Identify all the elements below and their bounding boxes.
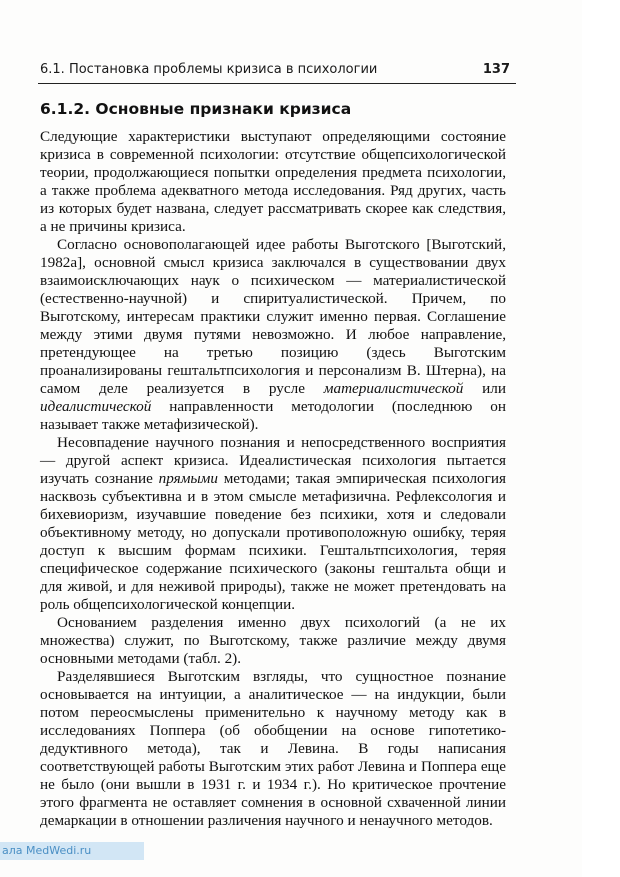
text-run: методами; такая эмпирическая психология насквозь субъективна и в этом смысле метафизична. Рефлексология и бихевиоризм, изучавшие поведение без психики, хотя и следовали объективному методу, но допускали противоположную ошибку, теряя доступ к высшим формам психики. Гештальтпсихология, теряя специфическое содержание психического (законы гештальта общи и для живой, и для неживой природы), также не может претендовать на роль общепсихологической концепции. <box>40 470 506 613</box>
paragraph <box>40 614 506 668</box>
paragraph <box>40 128 506 236</box>
text-run: Основанием разделения именно двух психологий (а не их множества) служит, по Выготскому, также различие между двумя основными методами (табл. 2). <box>40 614 506 667</box>
text-run: направленности методологии (последнюю он называет также метафизической). <box>40 398 506 433</box>
running-title: 6.1. Постановка проблемы кризиса в психологии <box>40 62 378 77</box>
section-title: 6.1.2. Основные признаки кризиса <box>40 100 352 118</box>
page-number: 137 <box>482 62 510 77</box>
paragraph <box>40 236 506 434</box>
text-run: Несовпадение научного познания и непосредственного восприятия — другой аспект кризиса. Идеалистическая психология пытается изучать сознание <box>40 434 506 487</box>
body-text <box>40 128 506 830</box>
italic-term: прямыми <box>158 470 218 487</box>
paragraph <box>40 668 506 830</box>
text-run: Согласно основополагающей идее работы Выготского [Выготский, 1982а], основной смысл кризиса заключался в существовании двух взаимоисключающих наук о психическом — материалистической (естественно-научной) и спиритуалистической. Причем, по Выготскому, интересам практики служит именно первая. Соглашение между этими двумя путями невозможно. И любое направление, претендующее на третью позицию (здесь Выготским проанализированы гештальтпсихология и персонализм В. Штерна), на самом деле реализуется в русле <box>40 236 506 397</box>
header-rule <box>38 83 516 84</box>
paragraph <box>40 434 506 614</box>
text-run: Следующие характеристики выступают определяющими состояние кризиса в современной психологии: отсутствие общепсихологической теории, продолжающиеся попытки определения предмета психологии, а также проблема адекватного метода исследования. Ряд других, часть из которых будет названа, следует рассматривать скорее как следствия, а не причины кризиса. <box>40 128 506 235</box>
site-watermark: ала MedWedi.ru <box>0 842 144 860</box>
scan-margin <box>582 0 620 877</box>
text-run: Разделявшиеся Выготским взгляды, что сущностное познание основывается на интуиции, а аналитическое — на индукции, были потом переосмыслены применительно к научному методу как в исследованиях Поппера (об обобщении на основе гипотетико-дедуктивного метода), так и Левина. В годы написания соответствующей работы Выготским этих работ Левина и Поппера еще не было (они вышли в 1931 г. и 1934 г.). Но критическое прочтение этого фрагмента не оставляет сомнения в основной схваченной линии демаркации в отношении различения научного и ненаучного методов. <box>40 668 506 829</box>
italic-term: идеалистической <box>40 398 152 415</box>
italic-term: материалистической <box>323 380 464 397</box>
text-run: или <box>463 380 506 397</box>
